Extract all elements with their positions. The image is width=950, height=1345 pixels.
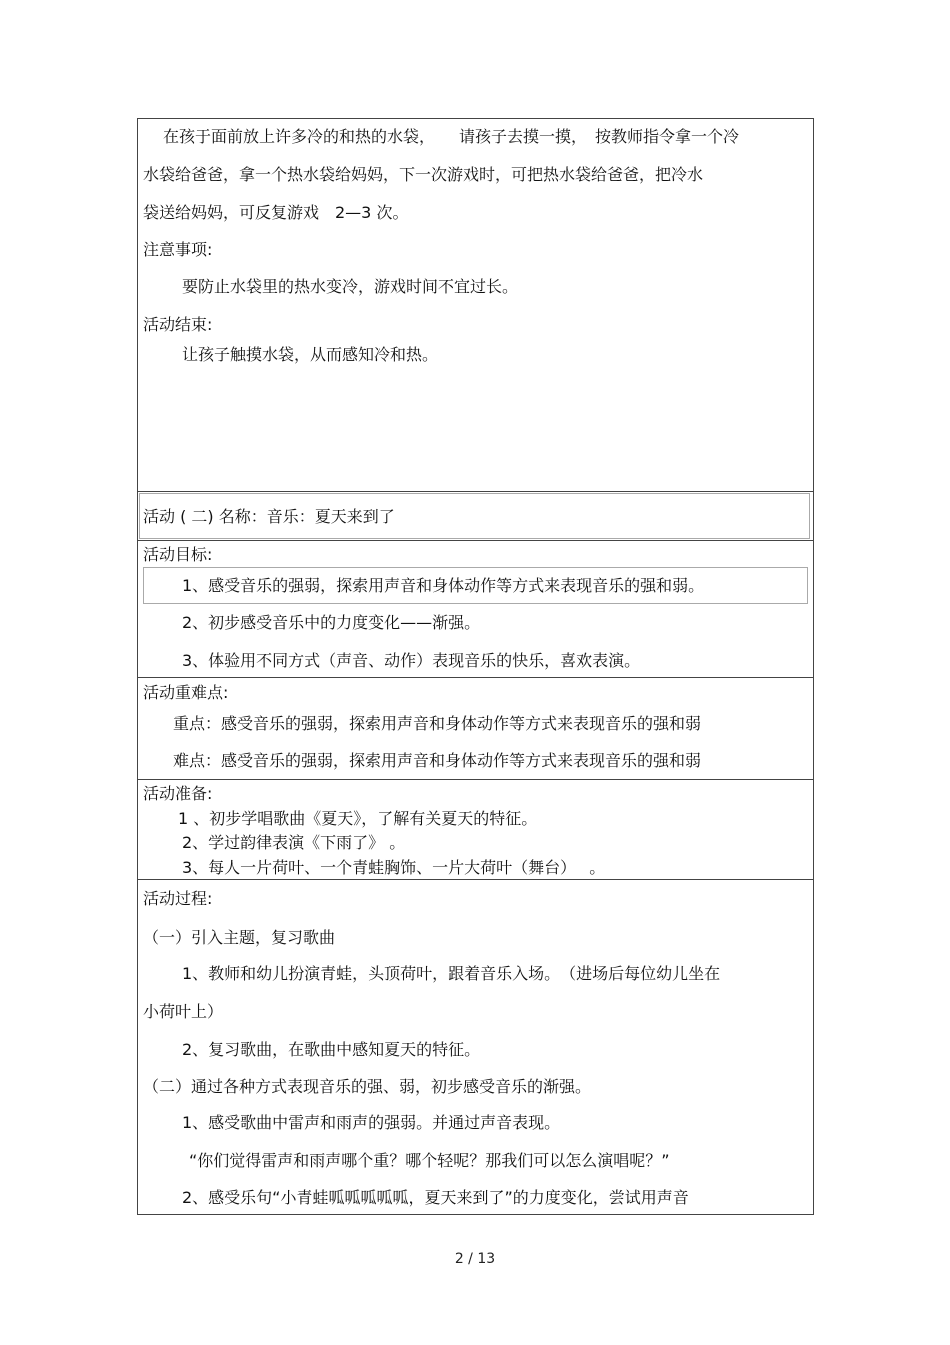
focus-point: 重点：感受音乐的强弱，探索用声音和身体动作等方式来表现音乐的强和弱: [173, 714, 702, 733]
preparation-item: 2、学过韵律表演《下雨了》 。: [182, 833, 406, 852]
goal-item: 1、感受音乐的强弱，探索用声音和身体动作等方式来表现音乐的强和弱。: [182, 576, 705, 595]
notes-heading: 注意事项:: [143, 240, 213, 259]
game-description-line-3: 袋送给妈妈，可反复游戏 2—3 次。: [143, 203, 409, 222]
goal-item: 2、初步感受音乐中的力度变化——渐强。: [182, 613, 481, 632]
end-text: 让孩子触摸水袋，从而感知冷和热。: [182, 345, 439, 364]
end-heading: 活动结束:: [143, 315, 213, 334]
key-points-heading: 活动重难点:: [143, 683, 229, 702]
row-divider: [137, 879, 814, 880]
row-divider: [137, 779, 814, 780]
process-quote: “你们觉得雷声和雨声哪个重？哪个轻呢？那我们可以怎么演唱呢？”: [189, 1151, 670, 1170]
preparation-item: 3、每人一片荷叶、一个青蛙胸饰、一片大荷叶（舞台） 。: [182, 858, 606, 877]
process-step: 2、复习歌曲，在歌曲中感知夏天的特征。: [182, 1040, 481, 1059]
process-part-2: （二）通过各种方式表现音乐的强、弱，初步感受音乐的渐强。: [143, 1077, 592, 1096]
process-step: 1、感受歌曲中雷声和雨声的强弱。并通过声音表现。: [182, 1113, 561, 1132]
difficulty-point: 难点：感受音乐的强弱，探索用声音和身体动作等方式来表现音乐的强和弱: [173, 751, 702, 770]
goal-item: 3、体验用不同方式（声音、动作）表现音乐的快乐，喜欢表演。: [182, 651, 641, 670]
notes-text: 要防止水袋里的热水变冷，游戏时间不宜过长。: [182, 277, 519, 296]
process-step: 2、感受乐句“小青蛙呱呱呱呱呱，夏天来到了”的力度变化，尝试用声音: [182, 1188, 689, 1207]
game-description-line-2: 水袋给爸爸，拿一个热水袋给妈妈，下一次游戏时，可把热水袋给爸爸，把冷水: [143, 165, 704, 184]
process-step-continued: 小荷叶上）: [143, 1002, 224, 1021]
process-part-1: （一）引入主题，复习歌曲: [143, 928, 336, 947]
process-heading: 活动过程:: [143, 889, 213, 908]
process-step: 1、教师和幼儿扮演青蛙，头顶荷叶，跟着音乐入场。 （进场后每位幼儿坐在: [182, 964, 721, 983]
page-number: 2 / 13: [454, 1251, 496, 1267]
row-divider: [137, 540, 814, 541]
activity-name: 活动 ( 二) 名称：音乐：夏天来到了: [143, 507, 395, 526]
row-divider: [137, 677, 814, 678]
game-description-line-1: 在孩于面前放上许多冷的和热的水袋， 请孩子去摸一摸， 按教师指令拿一个冷: [163, 127, 740, 146]
preparation-heading: 活动准备:: [143, 784, 213, 803]
goals-heading: 活动目标:: [143, 545, 213, 564]
preparation-item: 1 、初步学唱歌曲《夏天》，了解有关夏天的特征。: [178, 809, 538, 828]
row-divider: [137, 491, 814, 492]
